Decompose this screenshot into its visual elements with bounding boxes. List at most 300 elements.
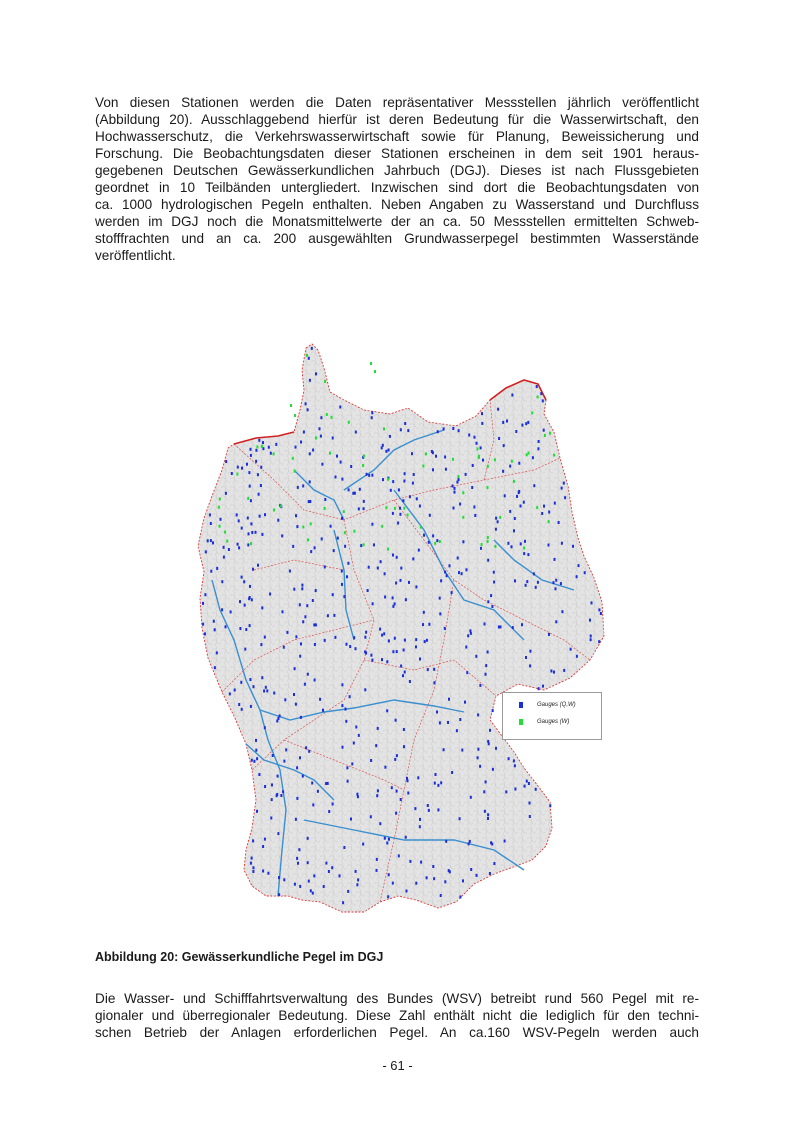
gauge-qw-marker — [367, 589, 369, 592]
gauge-qw-marker — [514, 788, 516, 791]
gauge-qw-marker — [356, 883, 358, 886]
gauge-qw-marker — [485, 780, 487, 783]
gauge-qw-marker — [296, 525, 298, 528]
gauge-w-marker — [348, 421, 350, 424]
gauge-qw-marker — [423, 611, 425, 614]
gauge-qw-marker — [366, 473, 368, 476]
gauge-qw-marker — [281, 534, 283, 537]
gauge-qw-marker — [415, 645, 417, 648]
gauge-qw-marker — [436, 711, 438, 714]
gauge-qw-marker — [437, 784, 439, 787]
gauge-w-marker — [536, 506, 538, 509]
gauge-qw-marker — [449, 564, 451, 567]
gauge-qw-marker — [563, 669, 565, 672]
gauge-qw-marker — [276, 794, 278, 797]
gauge-w-marker — [487, 465, 489, 468]
gauge-qw-marker — [390, 489, 392, 492]
gauge-qw-marker — [451, 591, 453, 594]
gauge-qw-marker — [426, 639, 428, 642]
gauge-qw-marker — [305, 746, 307, 749]
figure-caption: Abbildung 20: Gewässerkundliche Pegel im DGJ — [95, 950, 384, 964]
gauge-qw-marker — [381, 634, 383, 637]
gauge-qw-marker — [553, 671, 555, 674]
gauge-w-marker — [315, 437, 317, 440]
gauge-qw-marker — [238, 546, 240, 549]
gauge-w-marker — [478, 456, 480, 459]
gauge-qw-marker — [259, 515, 261, 518]
gauge-qw-marker — [458, 571, 460, 574]
gauge-qw-marker — [537, 447, 539, 450]
gauge-w-marker — [549, 432, 551, 435]
gauge-qw-marker — [409, 860, 411, 863]
gauge-qw-marker — [295, 514, 297, 517]
gauge-w-marker — [224, 531, 226, 534]
gauge-qw-marker — [314, 679, 316, 682]
gauge-qw-marker — [341, 570, 343, 573]
gauge-qw-marker — [294, 883, 296, 886]
gauge-qw-marker — [304, 615, 306, 618]
gauge-w-marker — [531, 411, 533, 414]
gauge-qw-marker — [474, 436, 476, 439]
gauge-qw-marker — [561, 487, 563, 490]
gauge-qw-marker — [228, 548, 230, 551]
gauge-qw-marker — [432, 468, 434, 471]
gauge-qw-marker — [477, 713, 479, 716]
gauge-qw-marker — [392, 554, 394, 557]
gauge-qw-marker — [307, 408, 309, 411]
gauge-qw-marker — [325, 782, 327, 785]
gauge-qw-marker — [341, 583, 343, 586]
gauge-qw-marker — [447, 721, 449, 724]
gauge-qw-marker — [256, 810, 258, 813]
gauge-qw-marker — [207, 539, 209, 542]
gauge-qw-marker — [456, 729, 458, 732]
gauge-qw-marker — [257, 564, 259, 567]
gauge-qw-marker — [278, 893, 280, 896]
gauge-qw-marker — [407, 792, 409, 795]
gauge-qw-marker — [459, 896, 461, 899]
gauge-qw-marker — [392, 596, 394, 599]
gauge-qw-marker — [341, 683, 343, 686]
gauge-qw-marker — [375, 744, 377, 747]
gauge-qw-marker — [440, 579, 442, 582]
gauge-qw-marker — [470, 796, 472, 799]
gauge-qw-marker — [303, 431, 305, 434]
gauge-qw-marker — [249, 585, 251, 588]
gauge-qw-marker — [411, 452, 413, 455]
gauge-w-marker — [353, 530, 355, 533]
gauge-qw-marker — [240, 681, 242, 684]
gauge-qw-marker — [210, 539, 212, 542]
gauge-qw-marker — [277, 519, 279, 522]
gauge-qw-marker — [448, 698, 450, 701]
gauge-qw-marker — [310, 550, 312, 553]
gauge-qw-marker — [258, 493, 260, 496]
gauge-w-marker — [387, 548, 389, 551]
gauge-qw-marker — [225, 625, 227, 628]
gauge-qw-marker — [495, 517, 497, 520]
gauge-w-marker — [280, 504, 282, 507]
gauge-qw-marker — [392, 650, 394, 653]
gauge-qw-marker — [309, 500, 311, 503]
gauge-qw-marker — [439, 721, 441, 724]
gauge-w-marker — [526, 453, 528, 456]
gauge-qw-marker — [532, 456, 534, 459]
gauge-qw-marker — [502, 470, 504, 473]
gauge-qw-marker — [395, 582, 397, 585]
gauge-qw-marker — [350, 465, 352, 468]
gauge-qw-marker — [473, 506, 475, 509]
gauge-qw-marker — [445, 468, 447, 471]
gauge-qw-marker — [360, 544, 362, 547]
gauge-qw-marker — [406, 890, 408, 893]
gauge-qw-marker — [402, 499, 404, 502]
gauge-qw-marker — [389, 435, 391, 438]
gauge-qw-marker — [533, 484, 535, 487]
gauge-qw-marker — [264, 636, 266, 639]
gauge-qw-marker — [472, 464, 474, 467]
gauge-qw-marker — [305, 402, 307, 405]
gauge-qw-marker — [476, 442, 478, 445]
gauge-qw-marker — [382, 444, 384, 447]
gauge-qw-marker — [368, 474, 370, 477]
gauge-qw-marker — [394, 637, 396, 640]
gauge-w-marker — [294, 470, 296, 473]
gauge-qw-marker — [225, 460, 227, 463]
gauge-qw-marker — [370, 815, 372, 818]
gauge-qw-marker — [293, 693, 295, 696]
gauge-qw-marker — [484, 623, 486, 626]
gauge-w-marker — [385, 506, 387, 509]
gauge-qw-marker — [268, 446, 270, 449]
gauge-qw-marker — [440, 894, 442, 897]
legend-label: Gauges (W) — [537, 719, 570, 725]
gauge-qw-marker — [339, 406, 341, 409]
gauge-qw-marker — [229, 692, 231, 695]
gauge-qw-marker — [308, 880, 310, 883]
gauge-qw-marker — [297, 486, 299, 489]
gauge-w-marker — [247, 497, 249, 500]
gauge-w-marker — [499, 516, 501, 519]
gauge-qw-marker — [300, 642, 302, 645]
gauge-qw-marker — [446, 574, 448, 577]
text-line: geordnet in 10 Teilbänden untergliedert. Inzwischen sind dort die Beobachtungsdaten von — [95, 180, 699, 195]
gauge-qw-marker — [327, 614, 329, 617]
gauge-qw-marker — [403, 649, 405, 652]
gauge-qw-marker — [320, 435, 322, 438]
gauge-qw-marker — [249, 596, 251, 599]
gauge-qw-marker — [386, 660, 388, 663]
gauge-qw-marker — [471, 486, 473, 489]
gauge-qw-marker — [470, 868, 472, 871]
gauge-qw-marker — [548, 511, 550, 514]
gauge-qw-marker — [524, 785, 526, 788]
gauge-qw-marker — [561, 542, 563, 545]
gauge-qw-marker — [243, 580, 245, 583]
gauge-qw-marker — [319, 698, 321, 701]
legend-swatch — [519, 702, 523, 708]
gauge-qw-marker — [404, 472, 406, 475]
gauge-qw-marker — [264, 513, 266, 516]
gauge-qw-marker — [221, 580, 223, 583]
gauge-qw-marker — [267, 872, 269, 875]
gauge-qw-marker — [331, 866, 333, 869]
gauge-qw-marker — [241, 467, 243, 470]
gauge-qw-marker — [314, 643, 316, 646]
gauge-qw-marker — [312, 803, 314, 806]
gauge-w-marker — [462, 491, 464, 494]
gauge-qw-marker — [400, 567, 402, 570]
gauge-w-marker — [548, 520, 550, 523]
gauge-qw-marker — [383, 632, 385, 635]
gauge-w-marker — [226, 540, 228, 543]
gauge-w-marker — [273, 452, 275, 455]
gauge-qw-marker — [248, 471, 250, 474]
gauge-qw-marker — [503, 444, 505, 447]
gauge-qw-marker — [439, 597, 441, 600]
gauge-qw-marker — [428, 541, 430, 544]
wsv-paragraph — [95, 990, 699, 1041]
gauge-qw-marker — [308, 750, 310, 753]
gauge-qw-marker — [435, 455, 437, 458]
gauge-w-marker — [511, 460, 513, 463]
gauge-qw-marker — [347, 890, 349, 893]
gauge-qw-marker — [506, 420, 508, 423]
gauge-qw-marker — [239, 627, 241, 630]
gauge-qw-marker — [523, 552, 525, 555]
gauge-qw-marker — [505, 790, 507, 793]
gauge-qw-marker — [306, 604, 308, 607]
gauge-qw-marker — [452, 427, 454, 430]
gauge-qw-marker — [576, 575, 578, 578]
gauge-qw-marker — [214, 666, 216, 669]
gauge-qw-marker — [238, 703, 240, 706]
gauge-qw-marker — [308, 357, 310, 360]
gauge-qw-marker — [495, 528, 497, 531]
gauge-qw-marker — [260, 484, 262, 487]
gauge-qw-marker — [482, 459, 484, 462]
gauge-qw-marker — [272, 754, 274, 757]
gauge-qw-marker — [477, 748, 479, 751]
gauge-qw-marker — [295, 446, 297, 449]
gauge-qw-marker — [433, 668, 435, 671]
gauge-qw-marker — [509, 510, 511, 513]
gauge-w-marker — [487, 536, 489, 539]
gauge-w-marker — [256, 445, 258, 448]
gauge-w-marker — [343, 510, 345, 513]
gauge-qw-marker — [320, 416, 322, 419]
gauge-qw-marker — [312, 892, 314, 895]
gauge-qw-marker — [558, 521, 560, 524]
gauge-qw-marker — [253, 685, 255, 688]
gauge-qw-marker — [487, 740, 489, 743]
gauge-qw-marker — [405, 598, 407, 601]
gauge-qw-marker — [409, 680, 411, 683]
gauge-qw-marker — [427, 804, 429, 807]
text-line: gionaler und überregionaler Bedeutung. Diese Zahl enthält nicht die lediglich für den techni- — [95, 1008, 699, 1023]
gauge-qw-marker — [540, 392, 542, 395]
gauge-qw-marker — [492, 709, 494, 712]
gauge-qw-marker — [257, 473, 259, 476]
gauge-qw-marker — [480, 547, 482, 550]
gauge-qw-marker — [423, 534, 425, 537]
gauge-w-marker — [387, 478, 389, 481]
gauge-qw-marker — [563, 482, 565, 485]
gauge-qw-marker — [497, 520, 499, 523]
gauge-qw-marker — [251, 759, 253, 762]
gauge-qw-marker — [237, 466, 239, 469]
gauge-qw-marker — [341, 704, 343, 707]
gauge-qw-marker — [458, 478, 460, 481]
gauge-qw-marker — [513, 759, 515, 762]
gauge-qw-marker — [262, 870, 264, 873]
gauge-qw-marker — [266, 689, 268, 692]
gauge-qw-marker — [253, 760, 255, 763]
gauge-qw-marker — [246, 463, 248, 466]
gauge-qw-marker — [399, 513, 401, 516]
gauge-w-marker — [236, 473, 238, 476]
gauge-qw-marker — [404, 671, 406, 674]
gauge-qw-marker — [252, 568, 254, 571]
gauge-qw-marker — [376, 794, 378, 797]
gauge-qw-marker — [461, 572, 463, 575]
gauge-qw-marker — [419, 658, 421, 661]
gauge-qw-marker — [247, 543, 249, 546]
gauge-qw-marker — [255, 739, 257, 742]
gauge-qw-marker — [432, 534, 434, 537]
gauge-qw-marker — [353, 742, 355, 745]
gauge-qw-marker — [333, 549, 335, 552]
gauge-w-marker — [250, 542, 252, 545]
gauge-qw-marker — [371, 416, 373, 419]
gauge-qw-marker — [487, 559, 489, 562]
gauge-qw-marker — [380, 560, 382, 563]
germany-gauge-map — [194, 340, 614, 920]
gauge-qw-marker — [543, 429, 545, 432]
gauge-qw-marker — [255, 460, 257, 463]
gauge-qw-marker — [384, 572, 386, 575]
gauge-qw-marker — [392, 480, 394, 483]
gauge-w-marker — [294, 414, 296, 417]
gauge-qw-marker — [584, 571, 586, 574]
gauge-qw-marker — [377, 727, 379, 730]
gauge-qw-marker — [355, 870, 357, 873]
gauge-qw-marker — [429, 514, 431, 517]
gauge-qw-marker — [529, 802, 531, 805]
gauge-qw-marker — [466, 671, 468, 674]
gauge-qw-marker — [467, 634, 469, 637]
gauge-qw-marker — [396, 790, 398, 793]
text-line: ca. 1000 hydrologischen Pegeln enthalten. Neben Angaben zu Wasserstand und Durchfluss — [95, 197, 699, 212]
gauge-qw-marker — [388, 639, 390, 642]
gauge-qw-marker — [332, 803, 334, 806]
gauge-qw-marker — [223, 556, 225, 559]
legend-item-qw — [519, 702, 576, 708]
gauge-qw-marker — [370, 759, 372, 762]
gauge-qw-marker — [344, 545, 346, 548]
gauge-w-marker — [273, 509, 275, 512]
gauge-qw-marker — [550, 670, 552, 673]
gauge-qw-marker — [332, 437, 334, 440]
gauge-qw-marker — [230, 610, 232, 613]
gauge-qw-marker — [396, 650, 398, 653]
gauge-qw-marker — [526, 780, 528, 783]
gauge-w-marker — [324, 380, 326, 383]
gauge-qw-marker — [371, 474, 373, 477]
gauge-qw-marker — [359, 488, 361, 491]
gauge-qw-marker — [342, 901, 344, 904]
gauge-qw-marker — [388, 873, 390, 876]
gauge-qw-marker — [299, 756, 301, 759]
gauge-qw-marker — [295, 635, 297, 638]
gauge-w-marker — [462, 516, 464, 519]
gauge-qw-marker — [485, 673, 487, 676]
gauge-qw-marker — [437, 430, 439, 433]
gauge-qw-marker — [261, 676, 263, 679]
gauge-qw-marker — [324, 565, 326, 568]
gauge-w-marker — [457, 475, 459, 478]
gauge-qw-marker — [241, 527, 243, 530]
gauge-qw-marker — [216, 567, 218, 570]
gauge-qw-marker — [521, 623, 523, 626]
gauge-qw-marker — [491, 605, 493, 608]
gauge-qw-marker — [285, 748, 287, 751]
gauge-qw-marker — [418, 549, 420, 552]
gauge-qw-marker — [289, 570, 291, 573]
gauge-qw-marker — [260, 466, 262, 469]
gauge-w-marker — [381, 525, 383, 528]
gauge-qw-marker — [487, 600, 489, 603]
gauge-qw-marker — [525, 422, 527, 425]
gauge-w-marker — [362, 464, 364, 467]
gauge-qw-marker — [535, 788, 537, 791]
gauge-qw-marker — [293, 588, 295, 591]
gauge-qw-marker — [300, 441, 302, 444]
gauge-qw-marker — [283, 878, 285, 881]
gauge-qw-marker — [432, 451, 434, 454]
gauge-qw-marker — [392, 512, 394, 515]
gauge-qw-marker — [391, 786, 393, 789]
gauge-qw-marker — [521, 424, 523, 427]
gauge-qw-marker — [500, 625, 502, 628]
gauge-qw-marker — [260, 643, 262, 646]
gauge-qw-marker — [221, 608, 223, 611]
gauge-qw-marker — [262, 845, 264, 848]
gauge-qw-marker — [427, 668, 429, 671]
gauge-qw-marker — [261, 533, 263, 536]
gauge-qw-marker — [297, 862, 299, 865]
gauge-qw-marker — [543, 505, 545, 508]
gauge-qw-marker — [400, 579, 402, 582]
gauge-qw-marker — [328, 810, 330, 813]
gauge-w-marker — [218, 506, 220, 509]
gauge-qw-marker — [365, 631, 367, 634]
gauge-qw-marker — [432, 865, 434, 868]
gauge-qw-marker — [252, 870, 254, 873]
gauge-qw-marker — [484, 810, 486, 813]
gauge-qw-marker — [309, 379, 311, 382]
gauge-qw-marker — [300, 716, 302, 719]
gauge-qw-marker — [223, 546, 225, 549]
gauge-qw-marker — [296, 797, 298, 800]
gauge-qw-marker — [231, 472, 233, 475]
gauge-qw-marker — [346, 643, 348, 646]
gauge-qw-marker — [459, 718, 461, 721]
gauge-qw-marker — [466, 568, 468, 571]
gauge-qw-marker — [321, 463, 323, 466]
gauge-qw-marker — [376, 869, 378, 872]
gauge-qw-marker — [302, 620, 304, 623]
